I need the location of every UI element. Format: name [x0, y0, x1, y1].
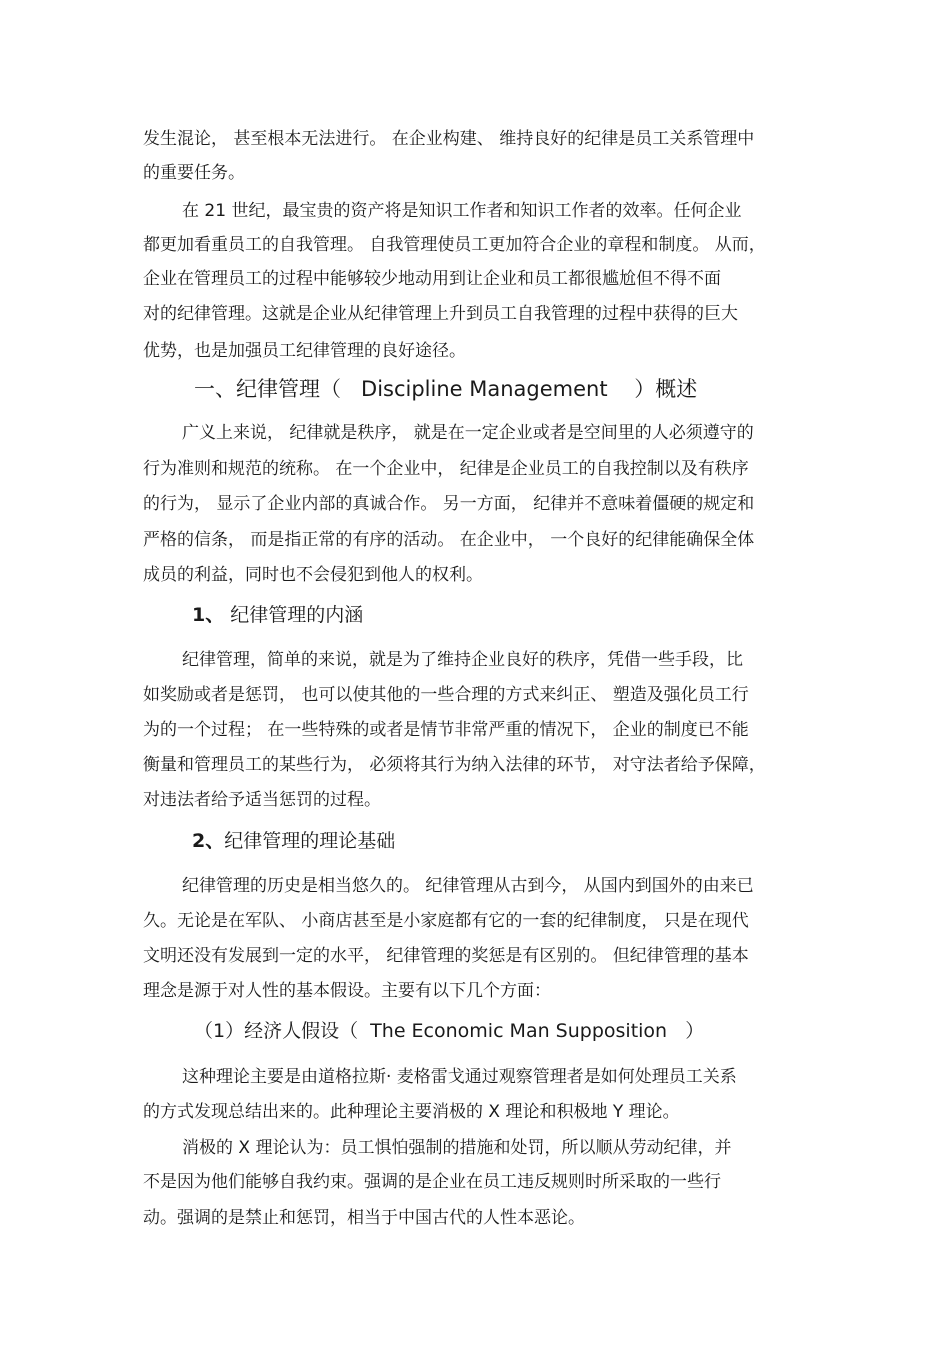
text-line: 广义上来说， 纪律就是秩序， 就是在一定企业或者是空间里的人必须遵守的	[182, 423, 754, 443]
text-line: 为的一个过程； 在一些特殊的或者是情节非常严重的情况下， 企业的制度已不能	[143, 720, 749, 740]
text-line: 企业在管理员工的过程中能够较少地动用到让企业和员工都很尴尬但不得不面	[143, 269, 721, 289]
text-line: 不是因为他们能够自我约束。强调的是企业在员工违反规则时所采取的一些行	[143, 1172, 721, 1192]
text-line: 如奖励或者是惩罚， 也可以使其他的一些合理的方式来纠正、 塑造及强化员工行	[143, 685, 749, 705]
text-line: 成员的利益，同时也不会侵犯到他人的权利。	[143, 565, 483, 585]
text-line: 发生混论， 甚至根本无法进行。 在企业构建、 维持良好的纪律是员工关系管理中	[143, 129, 755, 149]
text-line: 在 21 世纪，最宝贵的资产将是知识工作者和知识工作者的效率。任何企业	[182, 201, 742, 221]
text-line: 严格的信条， 而是指正常的有序的活动。 在企业中， 一个良好的纪律能确保全体	[143, 530, 755, 550]
subsection-heading	[192, 829, 950, 853]
text-line: 纪律管理的历史是相当悠久的。 纪律管理从古到今， 从国内到国外的由来已	[182, 876, 754, 896]
text-line: 纪律管理，简单的来说，就是为了维持企业良好的秩序，凭借一些手段，比	[182, 650, 743, 670]
subsubsection-heading: （1）经济人假设（ The Economic Man Supposition ）	[194, 1020, 705, 1042]
subsection-number: 2、	[192, 830, 225, 852]
text-line: 的重要任务。	[143, 163, 245, 183]
text-line: 这种理论主要是由道格拉斯· 麦格雷戈通过观察管理者是如何处理员工关系	[182, 1067, 737, 1087]
text-line: 文明还没有发展到一定的水平， 纪律管理的奖惩是有区别的。 但纪律管理的基本	[143, 946, 749, 966]
subsection-heading	[192, 603, 950, 627]
text-line: 的行为， 显示了企业内部的真诚合作。 另一方面， 纪律并不意味着僵硬的规定和	[143, 494, 755, 514]
text-line: 久。无论是在军队、 小商店甚至是小家庭都有它的一套的纪律制度， 只是在现代	[143, 911, 749, 931]
text-line: 对违法者给予适当惩罚的过程。	[143, 790, 381, 810]
text-line: 理念是源于对人性的基本假设。主要有以下几个方面：	[143, 981, 551, 1001]
subsection-number: 1、	[192, 604, 225, 626]
subsection-title: 纪律管理的理论基础	[224, 830, 396, 852]
text-line: 行为准则和规范的统称。 在一个企业中， 纪律是企业员工的自我控制以及有秩序	[143, 459, 749, 479]
text-line: 消极的 X 理论认为：员工惧怕强制的措施和处罚，所以顺从劳动纪律，并	[182, 1138, 732, 1158]
subsection-title: 纪律管理的内涵	[224, 604, 364, 626]
text-line: 动。强调的是禁止和惩罚，相当于中国古代的人性本恶论。	[143, 1208, 585, 1228]
text-line: 衡量和管理员工的某些行为， 必须将其行为纳入法律的环节， 对守法者给予保障，	[143, 755, 766, 775]
text-line: 优势，也是加强员工纪律管理的良好途径。	[143, 341, 466, 361]
text-line: 都更加看重员工的自我管理。 自我管理使员工更加符合企业的章程和制度。 从而，	[143, 235, 766, 255]
text-line: 对的纪律管理。这就是企业从纪律管理上升到员工自我管理的过程中获得的巨大	[143, 304, 738, 324]
section-heading: 一、纪律管理（ Discipline Management ）概述	[194, 377, 698, 401]
text-line: 的方式发现总结出来的。此种理论主要消极的 X 理论和积极地 Y 理论。	[143, 1102, 680, 1122]
